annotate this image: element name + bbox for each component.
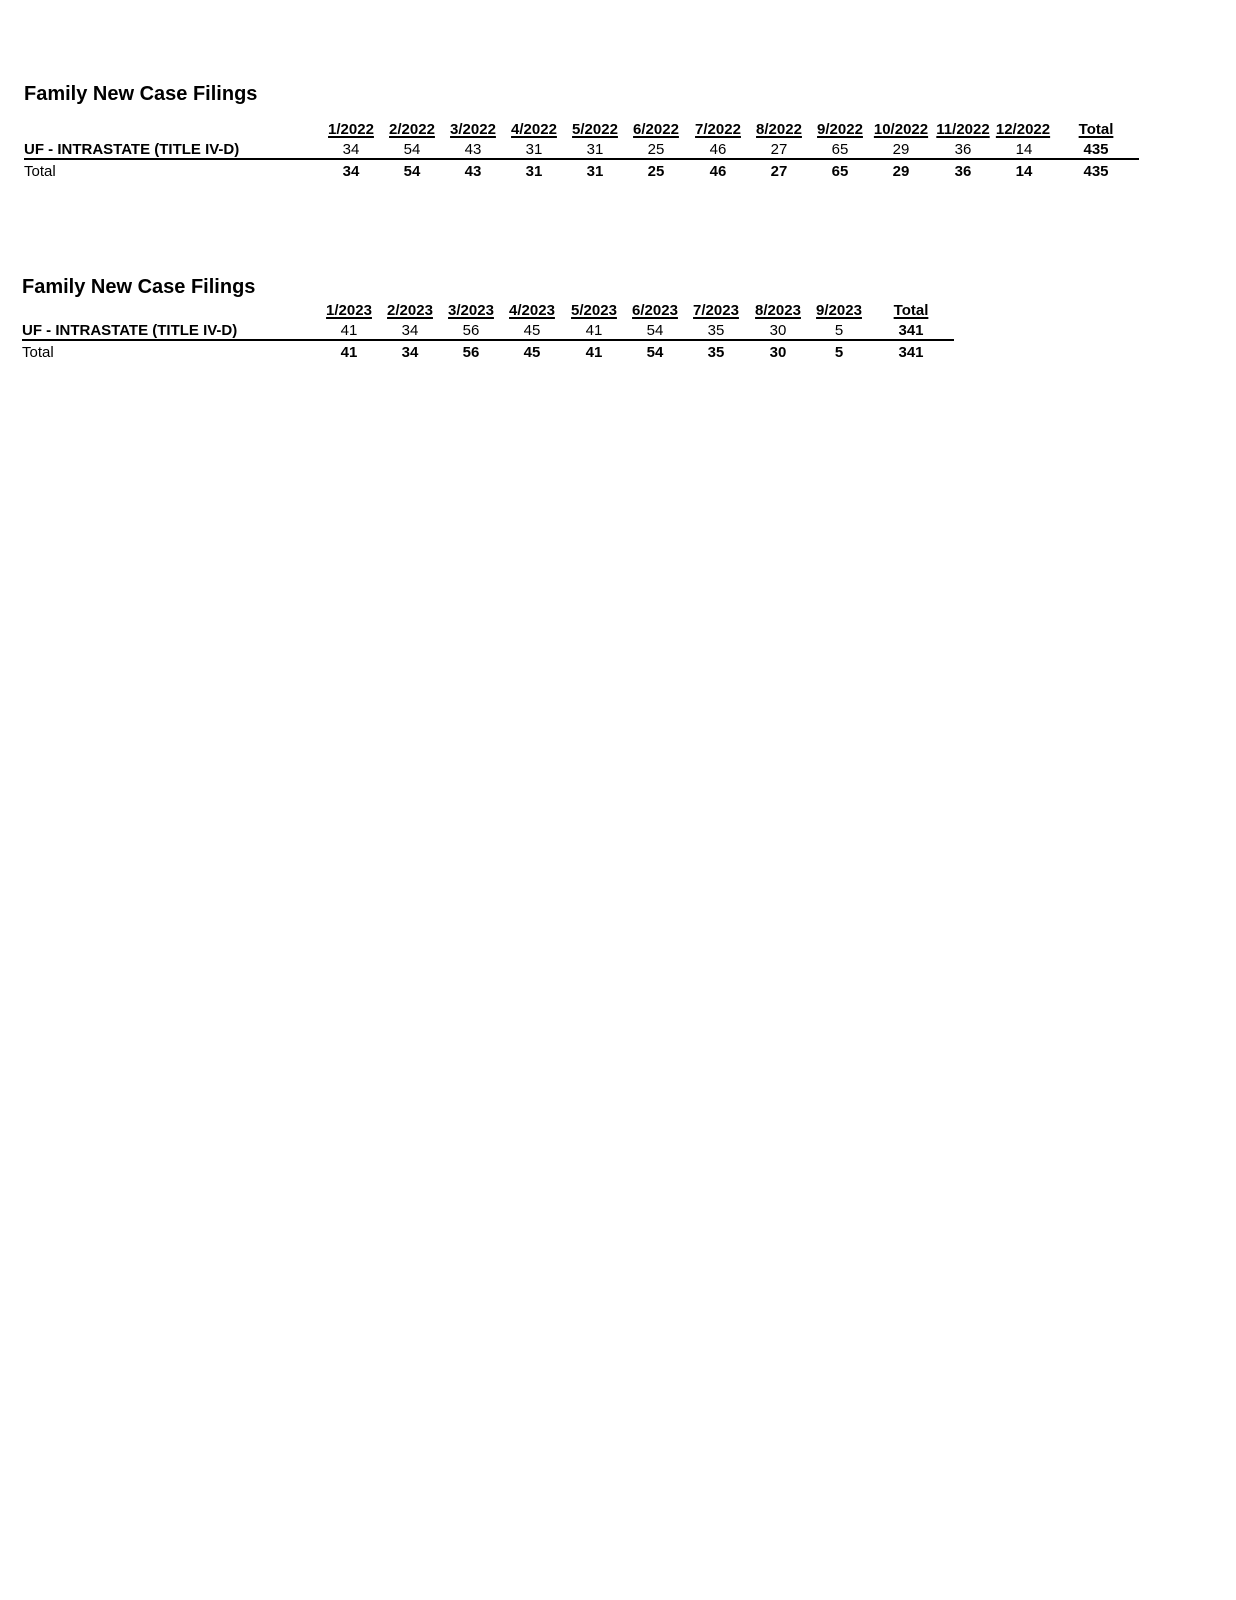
- table-cell: 25: [647, 141, 665, 158]
- column-header: 1/2023: [326, 302, 372, 319]
- table-cell: 5: [834, 322, 844, 339]
- grand-total-cell: 341: [898, 344, 924, 361]
- table-cell: 30: [769, 322, 787, 339]
- table-total-row: [24, 162, 1139, 182]
- table-row: [22, 321, 954, 341]
- table-cell: 45: [523, 322, 541, 339]
- table-divider: [22, 339, 954, 341]
- table-cell: 29: [892, 141, 910, 158]
- total-cell: 45: [523, 344, 541, 361]
- total-cell: 65: [831, 163, 849, 180]
- table-total-row: [22, 343, 954, 363]
- total-cell: 31: [525, 163, 543, 180]
- column-header: 9/2022: [817, 121, 863, 138]
- table-row: [24, 140, 1139, 160]
- total-cell: 5: [834, 344, 844, 361]
- row-total-cell: 435: [1083, 141, 1109, 158]
- table-cell: 34: [401, 322, 419, 339]
- section-title-2023: Family New Case Filings: [22, 276, 256, 298]
- column-header: 3/2023: [448, 302, 494, 319]
- total-cell: 29: [892, 163, 910, 180]
- total-cell: 46: [709, 163, 727, 180]
- total-cell: 36: [954, 163, 972, 180]
- column-header: 6/2023: [632, 302, 678, 319]
- table-cell: 54: [646, 322, 664, 339]
- table-divider: [24, 158, 1139, 160]
- total-column-header: Total: [893, 302, 929, 319]
- grand-total-cell: 435: [1083, 163, 1109, 180]
- table-cell: 41: [340, 322, 358, 339]
- table-cell: 46: [709, 141, 727, 158]
- table-cell: 14: [1015, 141, 1033, 158]
- column-header: 4/2023: [509, 302, 555, 319]
- total-cell: 54: [646, 344, 664, 361]
- table-cell: 65: [831, 141, 849, 158]
- table-header-row-2023: [22, 301, 954, 321]
- column-header: 8/2023: [755, 302, 801, 319]
- column-header: 7/2023: [693, 302, 739, 319]
- total-cell: 31: [586, 163, 604, 180]
- table-cell: 56: [462, 322, 480, 339]
- table-cell: 35: [707, 322, 725, 339]
- column-header: 7/2022: [695, 121, 741, 138]
- table-cell: 43: [464, 141, 482, 158]
- column-header: 3/2022: [450, 121, 496, 138]
- total-row-label: Total: [24, 163, 56, 180]
- column-header: 2/2023: [387, 302, 433, 319]
- table-header-row-2022: [24, 120, 1139, 140]
- total-cell: 27: [770, 163, 788, 180]
- total-cell: 41: [340, 344, 358, 361]
- row-label: UF - INTRASTATE (TITLE IV-D): [24, 141, 240, 158]
- table-cell: 31: [586, 141, 604, 158]
- column-header: 10/2022: [873, 121, 929, 138]
- total-cell: 54: [403, 163, 421, 180]
- table-cell: 36: [954, 141, 972, 158]
- total-cell: 30: [769, 344, 787, 361]
- row-label: UF - INTRASTATE (TITLE IV-D): [22, 322, 238, 339]
- column-header: 9/2023: [816, 302, 862, 319]
- table-cell: 54: [403, 141, 421, 158]
- total-column-header: Total: [1078, 121, 1114, 138]
- row-total-cell: 341: [898, 322, 924, 339]
- column-header: 1/2022: [328, 121, 374, 138]
- total-cell: 56: [462, 344, 480, 361]
- table-cell: 31: [525, 141, 543, 158]
- total-row-label: Total: [22, 344, 54, 361]
- total-cell: 34: [342, 163, 360, 180]
- column-header: 2/2022: [389, 121, 435, 138]
- column-header: 11/2022: [936, 121, 990, 138]
- column-header: 6/2022: [633, 121, 679, 138]
- total-cell: 34: [401, 344, 419, 361]
- total-cell: 14: [1015, 163, 1033, 180]
- table-cell: 41: [585, 322, 603, 339]
- total-cell: 35: [707, 344, 725, 361]
- column-header: 5/2023: [571, 302, 617, 319]
- column-header: 4/2022: [511, 121, 557, 138]
- total-cell: 41: [585, 344, 603, 361]
- total-cell: 25: [647, 163, 665, 180]
- table-cell: 34: [342, 141, 360, 158]
- column-header: 8/2022: [756, 121, 802, 138]
- section-title-2022: Family New Case Filings: [24, 83, 258, 105]
- column-header: 5/2022: [572, 121, 618, 138]
- table-cell: 27: [770, 141, 788, 158]
- column-header: 12/2022: [995, 121, 1051, 138]
- total-cell: 43: [464, 163, 482, 180]
